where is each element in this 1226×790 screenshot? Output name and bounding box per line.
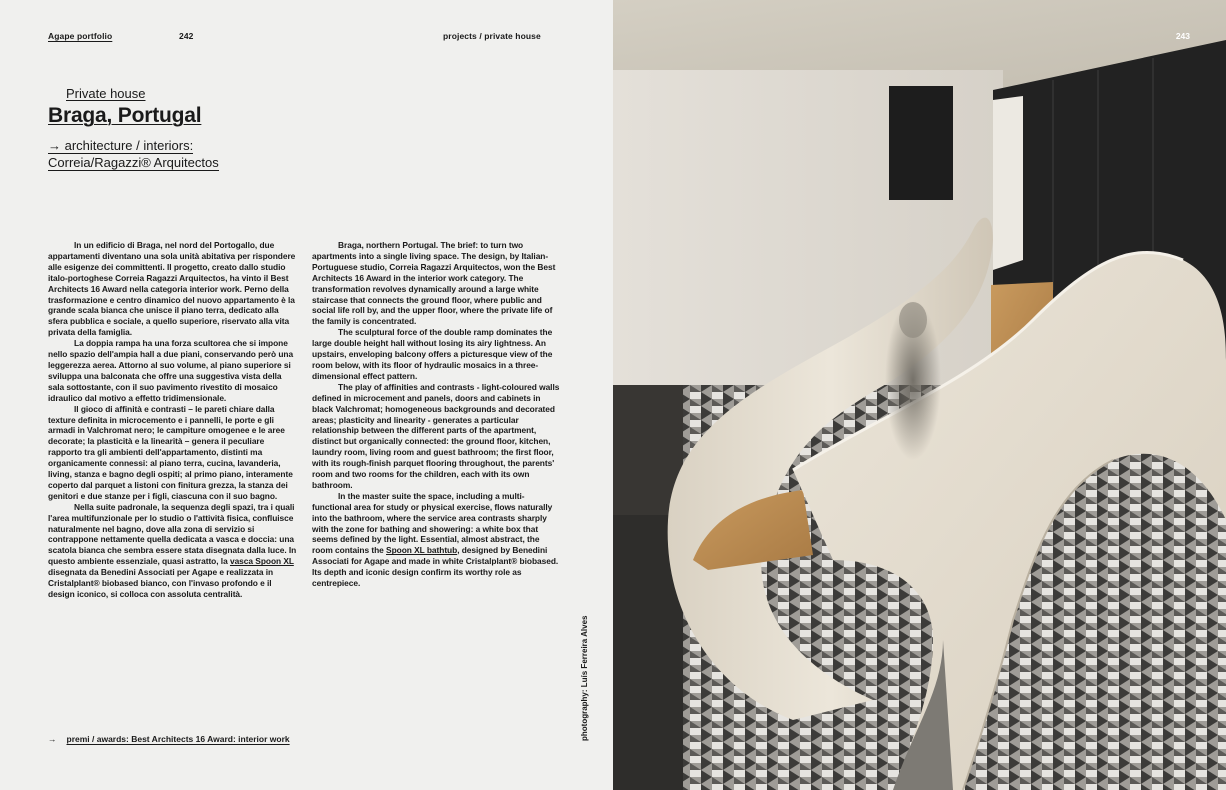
en-paragraph-1: Braga, northern Portugal. The brief: to turn two apartments into a single living space. The design, by Italian-Portuguese studio, Correia Ragazzi Arquitectos, won the Best Architects 16 Award in the interior work category. The transformation revolves dynamically around a large white staircase that connects the ground floor, where public and social life roll by, and the upper floor, where the private life of the family is concentrated.	[312, 240, 556, 327]
page-number-right: 243	[1175, 31, 1190, 41]
it-paragraph-4	[48, 502, 298, 600]
awards-line	[48, 734, 290, 744]
section-label: projects / private house	[443, 31, 541, 41]
it-paragraph-1: In un edificio di Braga, nel nord del Portogallo, due appartamenti diventano una sola unità abitativa per rispondere alle esigenze dei committenti. Il progetto, creato dallo studio italo-portoghese Correia Ragazzi Arquitectos, ha vinto il Best Architects 16 Award nella categoria interior work. Perno della trasformazione e centro dinamico del nuovo appartamento è la grande scala bianca che unisce il piano terra, dedicato alla sfera pubblica e sociale, a quello superiore, riservato alla vita privata della famiglia.	[48, 240, 296, 338]
spoon-xl-link-it[interactable]: vasca Spoon XL	[229, 556, 294, 567]
project-pretitle: Private house	[66, 86, 146, 101]
spoon-xl-link-en[interactable]: Spoon XL bathtub	[386, 545, 458, 556]
architecture-credit	[48, 137, 219, 171]
italian-text-column	[48, 240, 298, 600]
page-number-left: 242	[179, 31, 194, 41]
arrow-right-icon: →	[48, 734, 57, 744]
it-paragraph-3: Il gioco di affinità e contrasti – le pareti chiare dalla texture definita in microcemento e i pannelli, le porte e gli armadi in Valchromat nero; le campiture omogenee e le aree decorate; la plasticità e la linearità – genera il peculiare rapporto tra gli ambienti dell'appartamento, distinti ma organicamente connessi: al piano terra, cucina, lavanderia, living, stanza e bagno degli ospiti; al primo piano, interamente coperto dal parquet a listoni con finitura grezza, la stanza dei genitori e due stanze per i figli, ciascuna con il suo bagno.	[48, 403, 293, 501]
it-p4-text-b: disegnata da Benedini Associati per Agape e realizzata in Cristalplant® biobased bianco, con l'invaso profondo e il design iconico, si colloca con assoluta centralità.	[48, 567, 274, 599]
dark-doorway	[889, 86, 953, 200]
project-title: Braga, Portugal	[48, 104, 202, 127]
credit-line-1: → architecture / interiors:	[48, 138, 194, 153]
right-page	[613, 0, 1226, 790]
staircase-photo	[613, 0, 1226, 790]
portfolio-label[interactable]: Agape portfolio	[48, 31, 113, 41]
en-p4-text-a: In the master suite the space, including a multi-functional area for study or physical exercise, flows naturally into the bathroom, where the service area contrasts sharply with the zone for bathing and showering: a white box that seems defined by the light. Essential, almost abstract, the room contains the	[312, 490, 553, 556]
it-p4-text-a: Nella suite padronale, la sequenza degli spazi, tra i quali l'area multifunzionale per lo studio o l'attività fisica, confluisce naturalmente nel bagno, dove alla zona di servizio si contrappone nettamente quella dedicata a vasca e doccia: una scatola bianca che sembra essere stata disegnata dalla luce. In questo ambiente essenziale, quasi astratto, la	[48, 501, 297, 567]
en-paragraph-2: The sculptural force of the double ramp dominates the large double height hall without losing its airy lightness. An upstairs, enveloping balcony offers a picturesque view of the room below, with its floor of hydraulic mosaics in a three-dimensional effect pattern.	[312, 327, 553, 381]
en-p4-text-b: , designed by Benedini Associati for Agape and made in white Cristalplant® biobased. Its depth and iconic design confirm its worthy role as centrepiece.	[312, 545, 559, 589]
en-paragraph-4	[312, 491, 562, 589]
credit-line-2: Correia/Ragazzi® Arquitectos	[48, 155, 219, 170]
photo-credit: photography: Luís Ferreira Alves	[580, 615, 589, 741]
english-text-column	[312, 240, 562, 589]
awards-link[interactable]: premi / awards: Best Architects 16 Award: interior work	[66, 734, 290, 744]
en-paragraph-3: The play of affinities and contrasts - light-coloured walls defined in microcement and panels, doors and cabinets in black Valchromat; homogeneous backgrounds and decorated areas; plasticity and linearity - generates a particular relationship between the different parts of the apartment, distinct but organically connected: the ground floor, kitchen, laundry room, living room and guest bathroom; the first floor, with its rough-finish parquet flooring throughout, the parents' room and two rooms for the children, each with its own bathroom.	[312, 381, 560, 490]
it-paragraph-2: La doppia rampa ha una forza scultorea che si impone nello spazio dell'ampia hall a due piani, conservando però una leggerezza aerea. Attorno al suo volume, al piano superiore si sviluppa una balconata che offre una suggestiva vista della sala sottostante, con il suo pavimento rivestito di mosaico idraulico dal motivo a effetto tridimensionale.	[48, 338, 294, 403]
